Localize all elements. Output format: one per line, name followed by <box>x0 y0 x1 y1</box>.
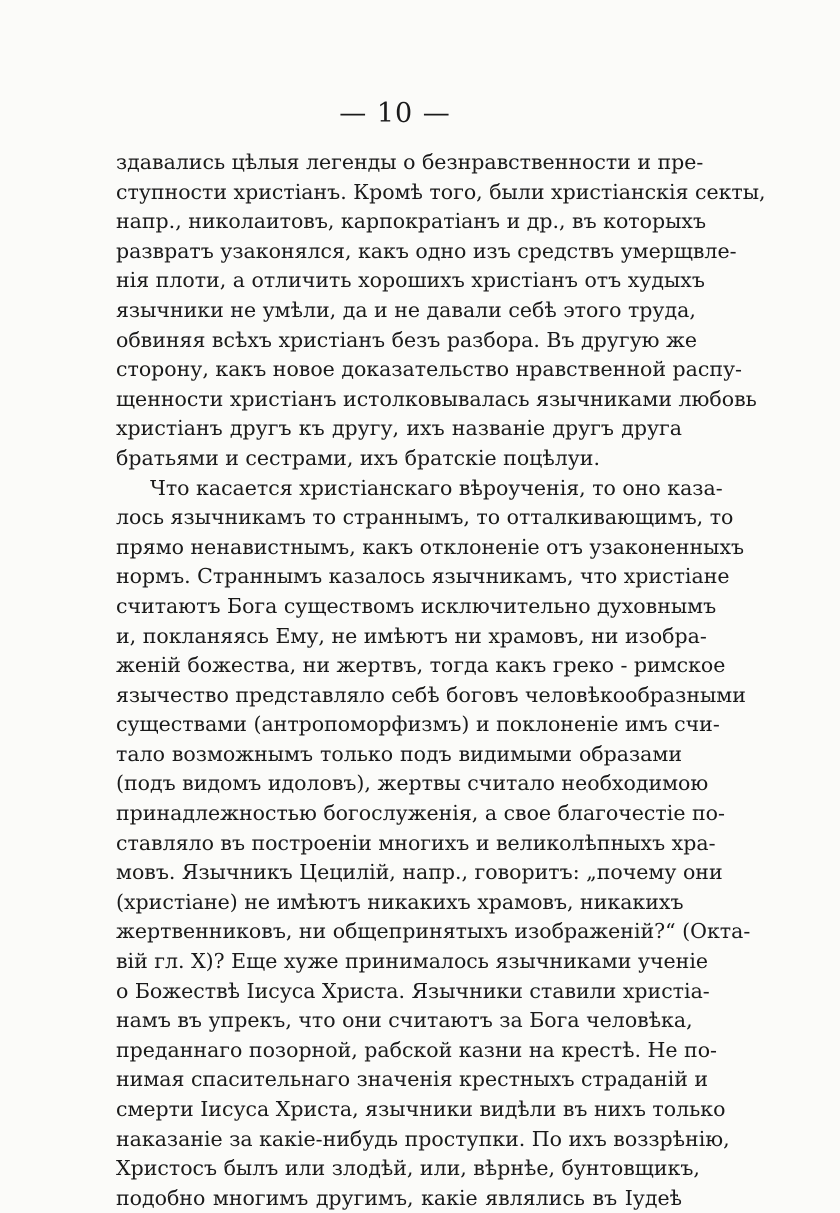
text-line: намъ въ упрекъ, что они считаютъ за Бога человѣка, <box>116 1008 693 1033</box>
text-line: (христіане) не имѣютъ никакихъ храмовъ, никакихъ <box>116 889 684 914</box>
text-line: здавались цѣлыя легенды о безнравственности и пре- <box>116 150 704 174</box>
text-line: подобно многимъ другимъ, какіе являлись въ Іудеѣ <box>116 1185 682 1210</box>
text-line: язычники не умѣли, да и не давали себѣ этого труда, <box>116 297 696 322</box>
text-line: принадлежностью богослуженія, а свое благочестіе по- <box>116 801 725 826</box>
text-line: язычество представляло себѣ боговъ человѣкообразными <box>116 682 746 707</box>
text-line-paragraph-end: братьями и сестрами, ихъ братскіе поцѣлуи. <box>116 445 600 470</box>
text-line-paragraph-start: Что касается христіанскаго вѣроученія, то оно каза- <box>150 475 723 500</box>
text-line: преданнаго позорной, рабской казни на крестѣ. Не по- <box>116 1037 717 1062</box>
text-line: напр., николаитовъ, карпократіанъ и др., въ которыхъ <box>116 209 707 234</box>
text-line: развратъ узаконялся, какъ одно изъ средствъ умерщвле- <box>116 238 737 263</box>
text-line: мовъ. Язычникъ Цецилій, напр., говоритъ: „почему они <box>116 860 723 885</box>
text-line: существами (антропоморфизмъ) и поклоненіе имъ счи- <box>116 712 720 737</box>
text-line: Христосъ былъ или злодѣй, или, вѣрнѣе, бунтовщикъ, <box>116 1156 700 1181</box>
text-line: нія плоти, а отличить хорошихъ христіанъ отъ худыхъ <box>116 268 705 293</box>
text-line: обвиняя всѣхъ христіанъ безъ разбора. Въ другую же <box>116 327 697 352</box>
text-line: ставляло въ построеніи многихъ и великолѣпныхъ хра- <box>116 830 716 855</box>
page-number: — 10 — <box>339 98 451 129</box>
text-line: о Божествѣ Іисуса Христа. Язычники ставили христіа- <box>116 978 710 1003</box>
text-line: лось язычникамъ то страннымъ, то отталкивающимъ, то <box>116 505 734 530</box>
text-line: нормъ. Страннымъ казалось язычникамъ, что христіане <box>116 564 730 589</box>
text-line: вій гл. X)? Еще хуже принималось язычниками ученіе <box>116 949 709 974</box>
text-line: наказаніе за какіе-нибудь проступки. По ихъ воззрѣнію, <box>116 1126 730 1151</box>
text-line: ступности христіанъ. Кромѣ того, были христіанскія секты, <box>116 179 766 204</box>
text-line: смерти Іисуса Христа, язычники видѣли въ нихъ только <box>116 1097 726 1121</box>
text-line: жертвенниковъ, ни общепринятыхъ изображеній?“ (Окта- <box>116 919 751 944</box>
text-line: и, покланяясь Ему, не имѣютъ ни храмовъ, ни изобра- <box>116 623 707 648</box>
body-text <box>116 148 766 1213</box>
text-line: тало возможнымъ только подъ видимыми образами <box>116 741 682 766</box>
text-line: щенности христіанъ истолковывалась язычниками любовь <box>116 386 757 411</box>
text-line: сторону, какъ новое доказательство нравственной распу- <box>116 357 742 382</box>
text-line: христіанъ другъ къ другу, ихъ названіе другъ друга <box>116 416 682 441</box>
text-line: женій божества, ни жертвъ, тогда какъ греко - римское <box>116 653 726 678</box>
text-line: считаютъ Бога существомъ исключительно духовнымъ <box>116 593 717 618</box>
text-line: нимая спасительнаго значенія крестныхъ страданій и <box>116 1067 709 1092</box>
text-line: (подъ видомъ идоловъ), жертвы считало необходимою <box>116 771 709 796</box>
text-line: прямо ненавистнымъ, какъ отклоненіе отъ узаконенныхъ <box>116 534 745 559</box>
